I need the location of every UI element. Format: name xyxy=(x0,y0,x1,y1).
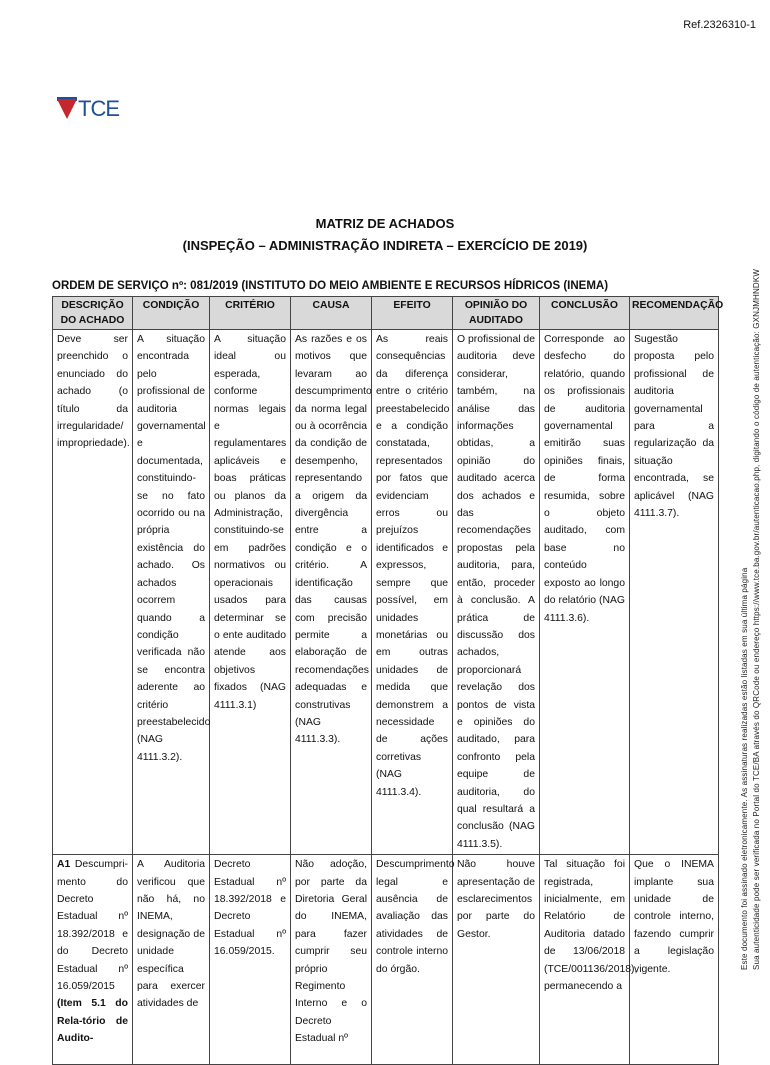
document-title: MATRIZ DE ACHADOS xyxy=(315,216,455,231)
finding-code: A1 xyxy=(57,859,71,871)
table-row xyxy=(53,330,719,855)
service-order: ORDEM DE SERVIÇO nº: 081/2019 (INSTITUTO DO MEIO AMBIENTE E RECURSOS HÍDRICOS (INEMA) xyxy=(52,280,609,292)
header-efeito: EFEITO xyxy=(372,297,453,330)
header-conclusao: CONCLUSÃO xyxy=(540,297,630,330)
header-criterio: CRITÉRIO xyxy=(210,297,291,330)
cell-criterio: Decreto Estadual nº 18.392/2018 e Decreto Estadual nº 16.059/2015. xyxy=(210,855,291,1065)
header-condicao: CONDIÇÃO xyxy=(133,297,210,330)
header-descricao: DESCRIÇÃO DO ACHADO xyxy=(53,297,133,330)
table-row xyxy=(53,855,719,1065)
cell-condicao: A situação encontrada pelo profissional de auditoria governamental e documentada, constituindo-se no fato ocorrido ou na própria existência do achado. Os achados ocorrem quando a condição verificada não se encontra aderente ao critério preestabelecido (NAG 4111.3.2). xyxy=(133,330,210,855)
header-recomendacao: RECOMENDAÇÃO xyxy=(630,297,719,330)
table-header-row xyxy=(53,297,719,330)
signature-notice: Este documento foi assinado eletronicamente. As assinaturas realizadas estão listadas em sua última página xyxy=(740,567,749,970)
logo-text: TCE xyxy=(78,96,119,121)
cell-opiniao: O profissional de auditoria deve considerar, também, na análise das informações obtidas, a opinião do auditado acerca dos achados e das recomendações propostas pela auditoria, para, então, proceder à conclusão. A prática de discussão dos achados, proporcionará revelação dos pontos de vista e opiniões do auditado, para confronto pela equipe de auditoria, do qual resultará a conclusão (NAG 4111.3.5). xyxy=(453,330,540,855)
cell-efeito: Descumprimento legal e ausência de avaliação das atividades de controle interno do órgão. xyxy=(372,855,453,1065)
finding-reference: (Item 5.1 do Rela-tório de Audito- xyxy=(57,998,128,1045)
cell-conclusao: Corresponde ao desfecho do relatório, quando os profissionais de auditoria governamental emitirão suas opiniões finais, de forma resumida, sobre o objeto auditado, com base no conteúdo exposto ao longo do relatório (NAG 4111.3.6). xyxy=(540,330,630,855)
cell-recomendacao: Sugestão proposta pelo profissional de auditoria governamental para a regularização da situação encontrada, se aplicável (NAG 4111.3.7). xyxy=(630,330,719,855)
cell-descricao: Deve ser preenchido o enunciado do achado (o título da irregularidade/ impropriedade). xyxy=(53,330,133,855)
header-opiniao: OPINIÃO DO AUDITADO xyxy=(453,297,540,330)
cell-descricao xyxy=(53,855,133,1065)
cell-efeito: As reais consequências da diferença entre o critério preestabelecido e a condição constatada, representados por fatos que evidenciam erros ou prejuízos identificados e expressos, sempre que possível, em unidades monetárias ou em outras unidades de medida que demonstrem a necessidade de ações corretivas (NAG 4111.3.4). xyxy=(372,330,453,855)
cell-condicao: A Auditoria verificou que não há, no INEMA, designação de unidade específica para exercer atividades de xyxy=(133,855,210,1065)
document-subtitle: (INSPEÇÃO – ADMINISTRAÇÃO INDIRETA – EXERCÍCIO DE 2019) xyxy=(182,238,588,253)
tce-logo-icon xyxy=(57,97,77,121)
finding-title: Descumpri-mento do Decreto Estadual nº 18.392/2018 e do Decreto Estadual nº 16.059/2015 xyxy=(57,859,128,993)
findings-matrix-table xyxy=(52,296,724,1065)
tce-logo xyxy=(57,96,119,122)
cell-opiniao: Não houve apresentação de esclarecimentos por parte do Gestor. xyxy=(453,855,540,1065)
cell-criterio: A situação ideal ou esperada, conforme normas legais e regulamentares aplicáveis e boas práticas ou planos da Administração, constituindo-se em padrões normativos ou operacionais usados para determinar se o ente auditado atende aos objetivos fixados (NAG 4111.3.1) xyxy=(210,330,291,855)
authentication-sidebar xyxy=(734,80,766,970)
cell-recomendacao: Que o INEMA implante sua unidade de controle interno, fazendo cumprir a legislação vigente. xyxy=(630,855,719,1065)
cell-causa: As razões e os motivos que levaram ao descumprimento da norma legal ou à ocorrência da condição de desempenho, representando a origem da divergência entre a condição e o critério. A identificação das causas com precisão permite a elaboração de recomendações adequadas e construtivas (NAG 4111.3.3). xyxy=(291,330,372,855)
header-causa: CAUSA xyxy=(291,297,372,330)
reference-number: Ref.2326310-1 xyxy=(683,19,756,31)
authenticity-notice: Sua autenticidade pode ser verificada no Portal do TCE/BA através do QRCode ou endereço https://www.tce.ba.gov.br/autenticacao.php, digitando o código de autenticação: GXNJMHNDKW xyxy=(752,268,761,970)
cell-conclusao: Tal situação foi registrada, inicialmente, em Relatório de Auditoria datado de 13/06/2018 (TCE/001136/2018), permanecendo a xyxy=(540,855,630,1065)
cell-causa: Não adoção, por parte da Diretoria Geral do INEMA, para fazer cumprir seu próprio Regimento Interno e o Decreto Estadual nº xyxy=(291,855,372,1065)
